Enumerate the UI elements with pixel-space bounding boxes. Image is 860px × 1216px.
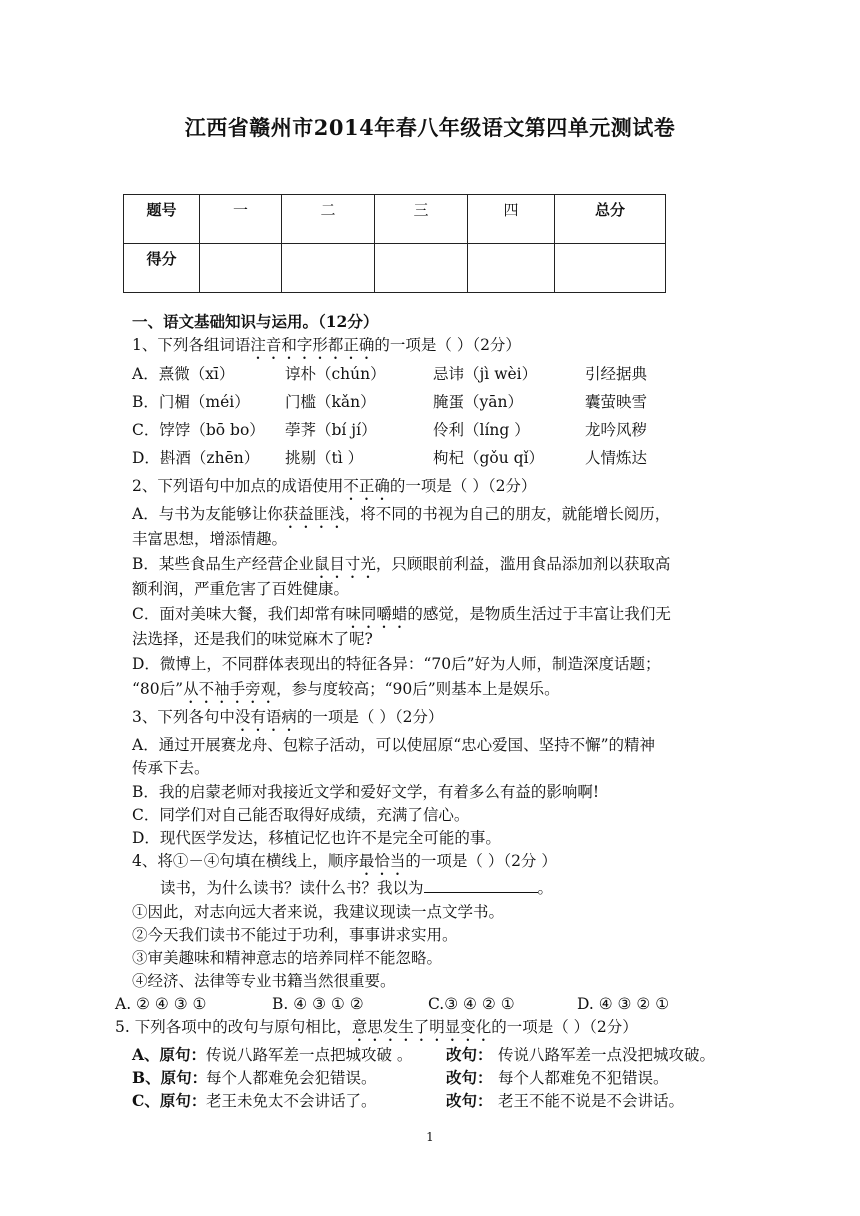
q2-option-c-line2: 法选择，还是我们的味觉麻木了呢? [132, 630, 373, 648]
stem-text: 1、下列各组词语 [132, 336, 251, 354]
q3-option-a-line1: A．通过开展赛龙舟、包粽子活动，可以使屈原“忠心爱国、坚持不懈”的精神 [132, 736, 656, 754]
q2-option-d-line2 [132, 678, 560, 707]
emphasis-text: 从不袖手旁观 [183, 680, 277, 698]
q1-option-c-3: 伶利（líng ） [433, 421, 530, 439]
fill-blank[interactable] [424, 878, 538, 893]
q5-changed: 每个人都难免不犯错误。 [498, 1069, 669, 1087]
question-1-stem [132, 334, 521, 363]
q1-option-d-2: 挑剔（tì ） [285, 449, 364, 467]
q2-option-b-line2: 额利润，严重危害了百姓健康。 [132, 580, 350, 598]
stem-text: 的一项是（ ）（2分 ） [405, 852, 557, 870]
q1-option-b-3: 腌蛋（yān） [433, 393, 523, 411]
option-text: 的感觉，是物质生活过于丰富让我们无 [407, 605, 671, 623]
option-text: B．某些食品生产经营企业 [132, 555, 314, 573]
q4-option-a: A. ② ④ ③ ① [115, 995, 207, 1013]
stem-text: 3、下列各句中 [132, 708, 235, 726]
q5-change-label: 改句： [446, 1068, 493, 1087]
q1-option-d-4: 人情炼达 [585, 449, 648, 467]
q5-label: C、原句： [132, 1091, 207, 1110]
q4-option-d: D. ④ ③ ② ① [577, 995, 670, 1013]
score-table-header: 题号 [124, 195, 200, 244]
option-text: A．与书为友能够让你 [132, 505, 283, 523]
q1-option-b-2: 门槛（kǎn） [285, 393, 376, 411]
score-table-header: 四 [468, 195, 555, 244]
option-text: ，只顾眼前利益，滥用食品添加剂以获取高 [375, 555, 671, 573]
stem-text: 的一项是（ ）（2分） [491, 1018, 638, 1036]
q3-option-b: B．我的启蒙老师对我接近文学和爱好文学，有着多么有益的影响啊! [132, 783, 600, 801]
q5-original: 每个人都难免会犯错误。 [206, 1069, 377, 1087]
q1-option-a-2: 谆朴（chún） [285, 365, 386, 383]
q4-intro [160, 877, 553, 899]
score-cell[interactable] [468, 244, 555, 293]
q3-option-a-line2: 传承下去。 [132, 759, 210, 777]
q4-option-c: C.③ ④ ② ① [428, 995, 515, 1013]
emphasis-text: 注音和字形都正确 [250, 336, 375, 354]
stem-text: 5. 下列各项中的改句与原句相比， [115, 1018, 352, 1036]
q5-change-label: 改句： [446, 1045, 493, 1064]
emphasis-text: 鼠目寸光 [313, 555, 376, 573]
q3-option-c: C．同学们对自己能否取得好成绩，充满了信心。 [132, 806, 470, 824]
score-row-label: 得分 [124, 244, 200, 293]
stem-text: 的一项是（ ）（2分） [374, 336, 521, 354]
q1-option-c-4: 龙吟风秽 [585, 421, 648, 439]
q1-option-d-1: D．斟酒（zhēn） [132, 449, 260, 467]
stem-text: 的一项是（ ）（2分） [389, 477, 537, 495]
q5-label: A、原句： [132, 1045, 207, 1064]
q5-label: B、原句： [132, 1068, 208, 1087]
q1-option-c-2: 荸荠（bí jí） [285, 421, 377, 439]
q4-sentence-2: ②今天我们读书不能过于功利，事事讲求实用。 [132, 926, 458, 944]
q2-option-d-line1: D．微博上，不同群体表现出的特征各异：“70后”好为人师，制造深度话题； [132, 655, 661, 673]
q1-option-b-1: B．门楣（méi） [132, 393, 250, 411]
question-4-stem [132, 850, 557, 879]
score-table-header-row [124, 195, 666, 244]
score-table-header: 一 [200, 195, 282, 244]
page-title: 江西省赣州市2014年春八年级语文第四单元测试卷 [184, 115, 676, 140]
stem-text: 2、下列语句中加点的成语使用 [132, 477, 344, 495]
q1-option-c-1: C．饽饽（bō bo） [132, 421, 265, 439]
intro-text: 。 [537, 879, 554, 897]
score-table-header: 三 [375, 195, 468, 244]
q5-change-label: 改句： [446, 1091, 493, 1110]
emphasis-text: 味同嚼蜡 [345, 605, 408, 623]
score-table-header: 总分 [555, 195, 666, 244]
q4-option-b: B. ④ ③ ① ② [272, 995, 364, 1013]
intro-text: 读书，为什么读书？读什么书？我以为 [160, 879, 424, 897]
q1-option-a-3: 忌讳（jì wèi） [433, 365, 538, 383]
q4-sentence-1: ①因此，对志向远大者来说，我建议现读一点文学书。 [132, 903, 505, 921]
question-2-stem [132, 475, 536, 504]
option-text: ，将不同的书视为自己的朋友，就能增长阅历， [344, 505, 671, 523]
q4-sentence-3: ③审美趣味和精神意志的培养同样不能忽略。 [132, 949, 443, 967]
q1-option-a-4: 引经据典 [585, 365, 648, 383]
option-text: C．面对美味大餐，我们却常有 [132, 605, 346, 623]
option-text: ，参与度较高；“90后”则基本上是娱乐。 [276, 680, 560, 698]
score-cell[interactable] [200, 244, 282, 293]
emphasis-text: 获益匪浅 [282, 505, 345, 523]
stem-text: 4、将①－④句填在横线上，顺序 [132, 852, 359, 870]
q2-option-a-line2: 丰富思想，增添情趣。 [132, 530, 288, 548]
emphasis-text: 不正确 [343, 477, 390, 495]
page-number: 1 [426, 1130, 434, 1144]
q1-option-b-4: 囊萤映雪 [585, 393, 648, 411]
emphasis-text: 意思发生了明显变化 [351, 1018, 492, 1036]
score-cell[interactable] [375, 244, 468, 293]
question-5-stem [115, 1016, 638, 1045]
question-3-stem [132, 706, 443, 735]
q3-option-d: D．现代医学发达，移植记忆也许不是完全可能的事。 [132, 829, 501, 847]
score-table [123, 194, 666, 293]
section-heading: 一、语文基础知识与运用。（12分） [132, 312, 379, 331]
emphasis-text: 没有语病 [234, 708, 297, 726]
q1-option-d-3: 枸杞（gǒu qǐ） [433, 449, 545, 467]
emphasis-text: 最恰当 [358, 852, 406, 870]
q5-original: 传说八路军差一点把城攻破 。 [206, 1046, 413, 1064]
score-table-header: 二 [282, 195, 375, 244]
score-cell[interactable] [282, 244, 375, 293]
q5-changed: 传说八路军差一点没把城攻破。 [498, 1046, 716, 1064]
option-text: “80后” [132, 680, 184, 698]
q1-option-a-1: A．熹微（xī） [132, 365, 235, 383]
q5-original: 老王未免太不会讲话了。 [206, 1092, 377, 1110]
score-cell[interactable] [555, 244, 666, 293]
q4-sentence-4: ④经济、法律等专业书籍当然很重要。 [132, 972, 396, 990]
q5-changed: 老王不能不说是不会讲话。 [498, 1092, 685, 1110]
stem-text: 的一项是（ ）（2分） [296, 708, 444, 726]
score-table-score-row [124, 244, 666, 293]
